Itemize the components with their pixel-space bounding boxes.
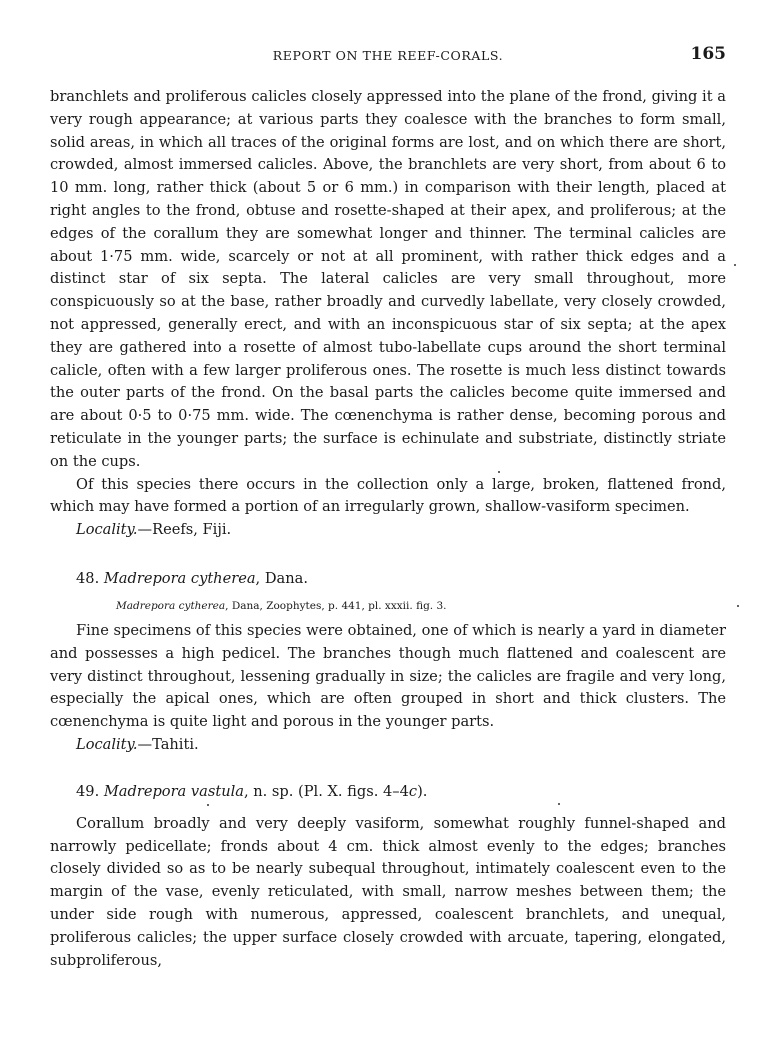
collection-note-paragraph: Of this species there occurs in the collection only a large, broken, flattened frond, which may have formed a portion of an irregularly grown, shallow-vasiform specimen. bbox=[50, 475, 726, 516]
species-48-locality-text: —Tahiti. bbox=[137, 735, 199, 753]
scan-speck bbox=[734, 264, 736, 266]
species-49-fig-suffix: c bbox=[408, 782, 418, 800]
species-49-close: ). bbox=[417, 782, 428, 800]
scan-speck bbox=[558, 803, 560, 805]
species-49-heading bbox=[50, 781, 726, 803]
species-48-author: , Dana. bbox=[255, 569, 308, 587]
page-header bbox=[50, 44, 726, 68]
species-48-heading bbox=[50, 568, 726, 590]
species-48-locality bbox=[50, 734, 726, 757]
species-48-number: 48. bbox=[76, 569, 100, 587]
scan-speck bbox=[498, 471, 500, 473]
page-number: 165 bbox=[690, 44, 726, 64]
species-49-number: 49. bbox=[76, 782, 100, 800]
species-49-author: , n. sp. (Pl. X. figs. 4–4 bbox=[243, 782, 409, 800]
species-48-locality-label: Locality. bbox=[76, 735, 138, 753]
species-48-ref-text: , Dana, Zoophytes, p. 441, pl. xxxii. fig. 3. bbox=[225, 599, 447, 612]
locality-text: —Reefs, Fiji. bbox=[137, 521, 232, 539]
locality-label: Locality. bbox=[76, 521, 138, 539]
species-48-ref-name: Madrepora cytherea bbox=[116, 599, 226, 612]
species-49-description: Corallum broadly and very deeply vasiform, somewhat roughly funnel-shaped and narrowly pedicellate; fronds about 4 cm. thick almost evenly to the edges; branches closely divided so as to be nearly subequal throughout, intimately coalescent even to the margin of the vase, evenly reticulated, with small, narrow meshes between them; the under side rough with numerous, appressed, coalescent branchlets, and unequal, proliferous calicles; the upper surface closely crowded with arcuate, tapering, elongated, subproliferous, bbox=[50, 814, 726, 969]
scan-speck bbox=[207, 804, 209, 806]
locality-line bbox=[50, 519, 726, 542]
species-48-name: Madrepora cytherea bbox=[103, 569, 256, 587]
species-48-description: Fine specimens of this species were obtained, one of which is nearly a yard in diameter and possesses a high pedicel. The branches though much flattened and coalescent are very distinct throughout, lessening gradually in size; the calicles are fragile and very long, especially the apical ones, which are often grouped in short and thick clusters. The cœnenchyma is quite light and porous in the younger parts. bbox=[50, 621, 726, 731]
scan-speck bbox=[737, 605, 739, 607]
running-title: REPORT ON THE REEF-CORALS. bbox=[272, 48, 504, 63]
continued-paragraph: branchlets and proliferous calicles closely appressed into the plane of the frond, giving it a very rough appearance; at various parts they coalesce with the branches to form small, solid areas, in which all traces of the original forms are lost, and on which there are short, crowded, almost immersed calicles. Above, the branchlets are very short, from about 6 to 10 mm. long, rather thick (about 5 or 6 mm.) in comparison with their length, placed at right angles to the frond, obtuse and rosette-shaped at their apex, and proliferous; at the edges of the corallum they are somewhat longer and thinner. The terminal calicles are about 1·75 mm. wide, scarcely or not at all prominent, with rather thick edges and a distinct star of six septa. The lateral calicles are very small throughout, more conspicuously so at the base, rather broadly and curvedly labellate, very closely crowded, not appressed, generally erect, and with an inconspicuous star of six septa; at the apex they are gathered into a rosette of almost tubo-labellate cups around the short terminal calicle, often with a few larger proliferous ones. The rosette is much less distinct towards the outer parts of the frond. On the basal parts the calicles become quite immersed and are about 0·5 to 0·75 mm. wide. The cœnenchyma is rather dense, becoming porous and reticulate in the younger parts; the surface is echinulate and substriate, distinctly striate on the cups. bbox=[50, 88, 726, 470]
species-48-reference bbox=[50, 598, 726, 614]
page-body bbox=[50, 86, 726, 972]
species-49-name: Madrepora vastula bbox=[103, 782, 244, 800]
